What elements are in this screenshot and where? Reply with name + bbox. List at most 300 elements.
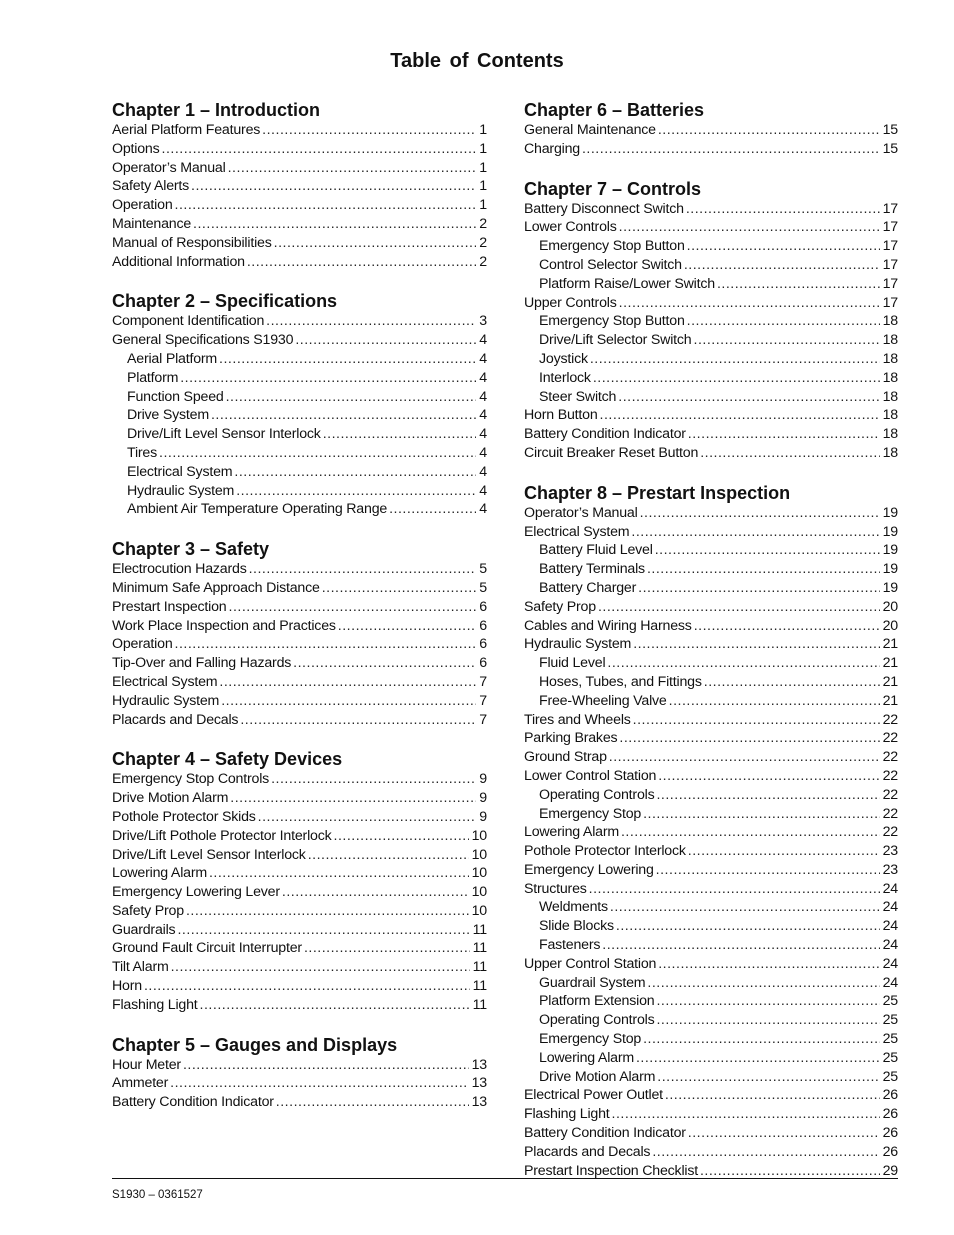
toc-subentry[interactable] (112, 388, 487, 407)
toc-subentry[interactable] (524, 936, 898, 955)
toc-subentry[interactable] (524, 312, 898, 331)
toc-entry[interactable] (112, 692, 487, 711)
toc-entry[interactable] (524, 121, 898, 140)
toc-entry-label: Battery Condition Indicator (112, 1094, 274, 1111)
toc-entry-label: Cables and Wiring Harness (524, 617, 692, 634)
toc-entry-label: Upper Control Station (524, 955, 657, 972)
toc-entry-label: Lowering Alarm (524, 824, 619, 841)
toc-page-number: 22 (882, 749, 898, 766)
toc-subentry[interactable] (524, 1068, 898, 1087)
toc-entry-label: Emergency Lowering Lever (112, 884, 280, 901)
toc-entry[interactable] (112, 958, 487, 977)
toc-page-number: 11 (472, 996, 487, 1013)
toc-entry-label: Joystick (539, 350, 588, 367)
toc-page-number: 22 (882, 805, 898, 822)
toc-page-number: 4 (479, 369, 487, 386)
dot-leader (657, 1068, 879, 1087)
chapter-heading[interactable]: Chapter 2 – Specifications (112, 291, 338, 312)
toc-entry-label: Flashing Light (524, 1106, 610, 1123)
toc-entry-label: Electrical Power Outlet (524, 1087, 663, 1104)
toc-entry-label: Operator’s Manual (112, 159, 226, 176)
toc-entry-label: Emergency Stop Button (539, 313, 685, 330)
toc-page-number: 11 (472, 921, 487, 938)
dot-leader (323, 425, 477, 444)
toc-entry-label: Operation (112, 197, 173, 214)
toc-subentry[interactable] (524, 1030, 898, 1049)
toc-entry-label: Horn Button (524, 407, 598, 424)
dot-leader (619, 294, 880, 313)
toc-subentry[interactable] (524, 1011, 898, 1030)
toc-page-number: 13 (471, 1094, 487, 1111)
toc-entry[interactable] (112, 1074, 487, 1093)
toc-entry[interactable] (524, 1086, 898, 1105)
toc-page-number: 25 (882, 1068, 898, 1085)
toc-entry[interactable] (112, 864, 487, 883)
toc-entry[interactable] (524, 729, 898, 748)
dot-leader (170, 1074, 468, 1093)
toc-entry[interactable] (524, 294, 898, 313)
dot-leader (593, 369, 880, 388)
toc-entry-label: Platform Extension (539, 993, 655, 1010)
toc-page-number: 11 (472, 959, 487, 976)
toc-subentry[interactable] (524, 331, 898, 350)
chapter-section (524, 99, 898, 159)
toc-entry[interactable] (112, 177, 487, 196)
toc-page-number: 24 (882, 955, 898, 972)
dot-leader (234, 463, 476, 482)
dot-leader (159, 444, 476, 463)
dot-leader (589, 880, 880, 899)
toc-entry-label: Ambient Air Temperature Operating Range (127, 501, 388, 518)
toc-left-column (112, 99, 487, 1131)
toc-page-number: 18 (882, 388, 898, 405)
toc-subentry[interactable] (524, 917, 898, 936)
dot-leader (638, 579, 879, 598)
toc-entry-label: Electrocution Hazards (112, 561, 247, 578)
dot-leader (295, 331, 476, 350)
toc-entry-label: Hour Meter (112, 1056, 181, 1073)
dot-leader (209, 864, 469, 883)
toc-entry-label: Emergency Stop Button (539, 238, 685, 255)
dot-leader (602, 936, 879, 955)
toc-page-number: 22 (882, 711, 898, 728)
toc-entry[interactable] (524, 748, 898, 767)
toc-subentry[interactable] (524, 786, 898, 805)
toc-subentry[interactable] (524, 579, 898, 598)
dot-leader (700, 444, 879, 463)
toc-page-number: 4 (479, 388, 487, 405)
dot-leader (186, 902, 469, 921)
toc-entry-label: Tires (127, 444, 158, 461)
dot-leader (633, 711, 880, 730)
toc-entry-label: Ground Strap (524, 749, 607, 766)
dot-leader (219, 673, 476, 692)
chapter-heading[interactable]: Chapter 6 – Batteries (524, 100, 705, 120)
toc-page-number: 5 (479, 561, 487, 578)
dot-leader (643, 805, 880, 824)
dot-leader (171, 958, 470, 977)
toc-entry-label: Drive System (127, 407, 209, 424)
chapter-section (112, 748, 487, 1014)
toc-entry-label: Prestart Inspection Checklist (524, 1162, 698, 1179)
dot-leader (656, 992, 879, 1011)
toc-entry[interactable] (112, 827, 487, 846)
toc-entry-label: Electrical System (127, 463, 233, 480)
toc-entry-label: Emergency Stop (539, 1031, 642, 1048)
toc-entry[interactable] (524, 617, 898, 636)
dot-leader (582, 140, 880, 159)
dot-leader (271, 770, 476, 789)
toc-entry[interactable] (112, 159, 487, 178)
toc-entry-label: Control Selector Switch (539, 256, 682, 273)
dot-leader (616, 917, 880, 936)
toc-entry[interactable] (112, 808, 487, 827)
toc-entry-label: Battery Fluid Level (539, 542, 653, 559)
dot-leader (191, 177, 476, 196)
toc-subentry[interactable] (524, 560, 898, 579)
toc-entry[interactable] (112, 196, 487, 215)
toc-subentry[interactable] (112, 369, 487, 388)
footer-divider (112, 1178, 898, 1179)
toc-page-number: 6 (479, 655, 487, 672)
toc-subentry[interactable] (524, 350, 898, 369)
toc-page-number: 19 (882, 561, 898, 578)
toc-entry[interactable] (112, 902, 487, 921)
dot-leader (669, 692, 880, 711)
toc-entry-label: Battery Condition Indicator (524, 1125, 686, 1142)
dot-leader (665, 1086, 880, 1105)
dot-leader (618, 388, 879, 407)
toc-page-number: 21 (882, 692, 898, 709)
toc-entry[interactable] (524, 140, 898, 159)
toc-entry[interactable] (112, 654, 487, 673)
toc-entry[interactable] (112, 598, 487, 617)
toc-page-number: 26 (882, 1125, 898, 1142)
dot-leader (183, 1056, 469, 1075)
dot-leader (221, 692, 476, 711)
toc-page-number: 19 (882, 542, 898, 559)
toc-entry[interactable] (524, 523, 898, 542)
toc-entry-label: Free-Wheeling Valve (539, 692, 667, 709)
toc-entry[interactable] (524, 635, 898, 654)
toc-entry[interactable] (112, 711, 487, 730)
toc-entry[interactable] (524, 598, 898, 617)
dot-leader (619, 729, 879, 748)
dot-leader (687, 312, 880, 331)
dot-leader (177, 921, 469, 940)
toc-subentry[interactable] (112, 463, 487, 482)
toc-page-number: 10 (471, 846, 487, 863)
toc-page-number: 26 (882, 1106, 898, 1123)
toc-entry-label: Parking Brakes (524, 730, 618, 747)
toc-entry-label: Safety Alerts (112, 178, 190, 195)
toc-page-number: 9 (479, 808, 487, 825)
toc-entry-label: Drive/Lift Selector Switch (539, 332, 692, 349)
toc-page-number: 25 (882, 1031, 898, 1048)
dot-leader (274, 234, 477, 253)
toc-entry-label: Hydraulic System (127, 482, 235, 499)
toc-subentry[interactable] (112, 350, 487, 369)
toc-entry-label: Operation (112, 636, 173, 653)
toc-entry[interactable] (112, 939, 487, 958)
toc-page-number: 18 (882, 313, 898, 330)
toc-entry-label: Circuit Breaker Reset Button (524, 444, 699, 461)
toc-entry[interactable] (524, 823, 898, 842)
toc-subentry[interactable] (524, 541, 898, 560)
toc-entry[interactable] (524, 842, 898, 861)
dot-leader (180, 369, 476, 388)
dot-leader (230, 789, 476, 808)
toc-entry[interactable] (524, 218, 898, 237)
dot-leader (240, 711, 476, 730)
toc-page-number: 2 (479, 234, 487, 251)
toc-entry[interactable] (112, 140, 487, 159)
toc-entry[interactable] (112, 121, 487, 140)
page-title: Table of Contents (390, 50, 564, 72)
toc-entry-label: Electrical System (524, 523, 630, 540)
toc-entry[interactable] (524, 1143, 898, 1162)
toc-page-number: 21 (882, 673, 898, 690)
toc-entry[interactable] (524, 425, 898, 444)
toc-entry-label: Lower Control Station (524, 767, 657, 784)
toc-entry-label: Structures (524, 880, 587, 897)
toc-entry[interactable] (112, 617, 487, 636)
toc-entry-label: Steer Switch (539, 388, 617, 405)
dot-leader (687, 237, 880, 256)
toc-entry-label: Aerial Platform (127, 350, 218, 367)
toc-entry-label: General Specifications S1930 (112, 332, 294, 349)
toc-entry[interactable] (524, 880, 898, 899)
toc-entry[interactable] (112, 977, 487, 996)
toc-subentry[interactable] (524, 673, 898, 692)
toc-entry-label: Ammeter (112, 1075, 169, 1092)
toc-entry[interactable] (524, 1124, 898, 1143)
toc-entry[interactable] (524, 504, 898, 523)
toc-entry[interactable] (112, 673, 487, 692)
toc-entry[interactable] (112, 215, 487, 234)
toc-entry-label: Battery Condition Indicator (524, 426, 686, 443)
toc-entry-label: Electrical System (112, 673, 218, 690)
dot-leader (621, 823, 880, 842)
toc-page-number: 20 (882, 598, 898, 615)
dot-leader (590, 350, 880, 369)
toc-subentry[interactable] (112, 482, 487, 501)
dot-leader (612, 1105, 880, 1124)
toc-entry-label: Placards and Decals (524, 1143, 651, 1160)
toc-page-number: 22 (882, 786, 898, 803)
toc-entry-label: Manual of Responsibilities (112, 234, 272, 251)
toc-page-number: 17 (882, 294, 898, 311)
toc-subentry[interactable] (524, 275, 898, 294)
dot-leader (600, 406, 880, 425)
toc-entry[interactable] (112, 331, 487, 350)
toc-subentry[interactable] (524, 974, 898, 993)
toc-page-number: 4 (479, 444, 487, 461)
toc-entry[interactable] (524, 1105, 898, 1124)
toc-page-number: 1 (479, 140, 487, 157)
toc-entry[interactable] (524, 955, 898, 974)
toc-page-number: 4 (479, 350, 487, 367)
toc-page-number: 7 (479, 711, 487, 728)
toc-subentry[interactable] (524, 898, 898, 917)
toc-entry[interactable] (524, 200, 898, 219)
toc-subentry[interactable] (524, 805, 898, 824)
toc-page-number: 18 (882, 332, 898, 349)
toc-page-number: 26 (882, 1087, 898, 1104)
toc-page-number: 10 (471, 865, 487, 882)
toc-entry[interactable] (112, 883, 487, 902)
dot-leader (640, 504, 880, 523)
toc-subentry[interactable] (524, 237, 898, 256)
toc-entry-label: Lowering Alarm (112, 865, 207, 882)
dot-leader (334, 827, 469, 846)
toc-page-number: 10 (471, 827, 487, 844)
toc-entry-label: Battery Disconnect Switch (524, 200, 684, 217)
toc-page-number: 18 (882, 350, 898, 367)
dot-leader (652, 1143, 879, 1162)
toc-page-number: 1 (479, 197, 487, 214)
dot-leader (688, 1124, 880, 1143)
dot-leader (226, 388, 477, 407)
toc-entry[interactable] (112, 560, 487, 579)
toc-entry-label: Platform Raise/Lower Switch (539, 275, 715, 292)
toc-entry-label: Additional Information (112, 253, 245, 270)
toc-entry[interactable] (524, 406, 898, 425)
toc-page-number: 22 (882, 824, 898, 841)
toc-page-number: 25 (882, 1049, 898, 1066)
toc-subentry[interactable] (524, 256, 898, 275)
dot-leader (200, 996, 470, 1015)
toc-entry-label: Emergency Stop Controls (112, 771, 270, 788)
dot-leader (694, 617, 880, 636)
dot-leader (658, 955, 879, 974)
dot-leader (228, 159, 477, 178)
dot-leader (229, 598, 477, 617)
dot-leader (293, 654, 476, 673)
dot-leader (249, 560, 477, 579)
dot-leader (656, 1011, 879, 1030)
toc-page-number: 3 (479, 313, 487, 330)
toc-entry[interactable] (112, 1093, 487, 1112)
toc-entry[interactable] (524, 767, 898, 786)
toc-subentry[interactable] (524, 654, 898, 673)
toc-page-number: 15 (882, 122, 898, 138)
toc-entry[interactable] (524, 711, 898, 730)
dot-leader (656, 786, 879, 805)
dot-leader (633, 635, 879, 654)
toc-entry[interactable] (524, 444, 898, 463)
dot-leader (631, 523, 879, 542)
toc-subentry[interactable] (112, 425, 487, 444)
toc-subentry[interactable] (524, 388, 898, 407)
toc-entry-label: Prestart Inspection (112, 598, 227, 615)
toc-entry-label: Tip-Over and Falling Hazards (112, 655, 292, 672)
toc-page-number: 13 (471, 1056, 487, 1073)
toc-entry-label: Horn (112, 978, 142, 995)
dot-leader (304, 939, 470, 958)
toc-page-number: 17 (882, 238, 898, 255)
chapter-heading[interactable]: Chapter 5 – Gauges and Displays (112, 1034, 398, 1055)
toc-entry[interactable] (112, 253, 487, 272)
dot-leader (236, 482, 476, 501)
toc-subentry[interactable] (112, 444, 487, 463)
toc-page-number: 7 (479, 673, 487, 690)
toc-subentry[interactable] (112, 500, 487, 519)
toc-entry-label: Drive/Lift Level Sensor Interlock (127, 426, 321, 443)
toc-subentry[interactable] (524, 1049, 898, 1068)
chapter-heading[interactable]: Chapter 1 – Introduction (112, 100, 321, 120)
dot-leader (247, 253, 476, 272)
toc-subentry[interactable] (524, 992, 898, 1011)
toc-entry[interactable] (112, 579, 487, 598)
toc-entry-label: Battery Terminals (539, 561, 645, 578)
toc-page-number: 1 (479, 122, 487, 138)
toc-entry[interactable] (112, 846, 487, 865)
toc-entry[interactable] (112, 234, 487, 253)
toc-entry[interactable] (524, 861, 898, 880)
dot-leader (175, 196, 477, 215)
toc-entry-label: Minimum Safe Approach Distance (112, 579, 320, 596)
toc-entry[interactable] (112, 996, 487, 1015)
dot-leader (694, 331, 880, 350)
toc-page-number: 21 (882, 655, 898, 672)
toc-subentry[interactable] (524, 692, 898, 711)
toc-entry-label: Component Identification (112, 313, 265, 330)
toc-page-number: 18 (882, 369, 898, 386)
toc-entry[interactable] (112, 770, 487, 789)
chapter-heading[interactable]: Chapter 3 – Safety (112, 539, 270, 560)
toc-entry-label: Hydraulic System (112, 692, 220, 709)
toc-entry-label: Tilt Alarm (112, 959, 169, 976)
dot-leader (338, 617, 477, 636)
chapter-heading[interactable]: Chapter 8 – Prestart Inspection (524, 482, 791, 503)
toc-page-number: 11 (472, 978, 487, 995)
toc-page-number: 24 (882, 918, 898, 935)
toc-entry-label: Tires and Wheels (524, 711, 631, 728)
toc-entry-label: Options (112, 140, 160, 157)
toc-page-number: 4 (479, 332, 487, 349)
toc-entry[interactable] (112, 635, 487, 654)
toc-page-number: 24 (882, 899, 898, 916)
dot-leader (658, 121, 880, 140)
chapter-heading[interactable]: Chapter 4 – Safety Devices (112, 749, 343, 770)
chapter-section (112, 538, 487, 729)
dot-leader (258, 808, 477, 827)
chapter-heading[interactable]: Chapter 7 – Controls (524, 178, 702, 199)
dot-leader (389, 500, 476, 519)
chapter-section (524, 178, 898, 463)
toc-page-number: 17 (882, 275, 898, 292)
toc-page-number: 6 (479, 636, 487, 653)
chapter-section (112, 290, 487, 519)
toc-subentry[interactable] (524, 369, 898, 388)
toc-entry[interactable] (112, 312, 487, 331)
toc-subentry[interactable] (112, 406, 487, 425)
toc-entry[interactable] (112, 1056, 487, 1075)
dot-leader (656, 861, 880, 880)
toc-entry-label: Operating Controls (539, 786, 655, 803)
toc-entry-label: Operating Controls (539, 1012, 655, 1029)
toc-entry-label: Drive/Lift Level Sensor Interlock (112, 846, 306, 863)
toc-entry[interactable] (112, 921, 487, 940)
toc-page-number: 19 (882, 504, 898, 521)
toc-page-number: 4 (479, 482, 487, 499)
toc-page-number: 11 (472, 940, 487, 957)
dot-leader (162, 140, 477, 159)
dot-leader (643, 1030, 880, 1049)
toc-entry[interactable] (112, 789, 487, 808)
dot-leader (688, 425, 880, 444)
